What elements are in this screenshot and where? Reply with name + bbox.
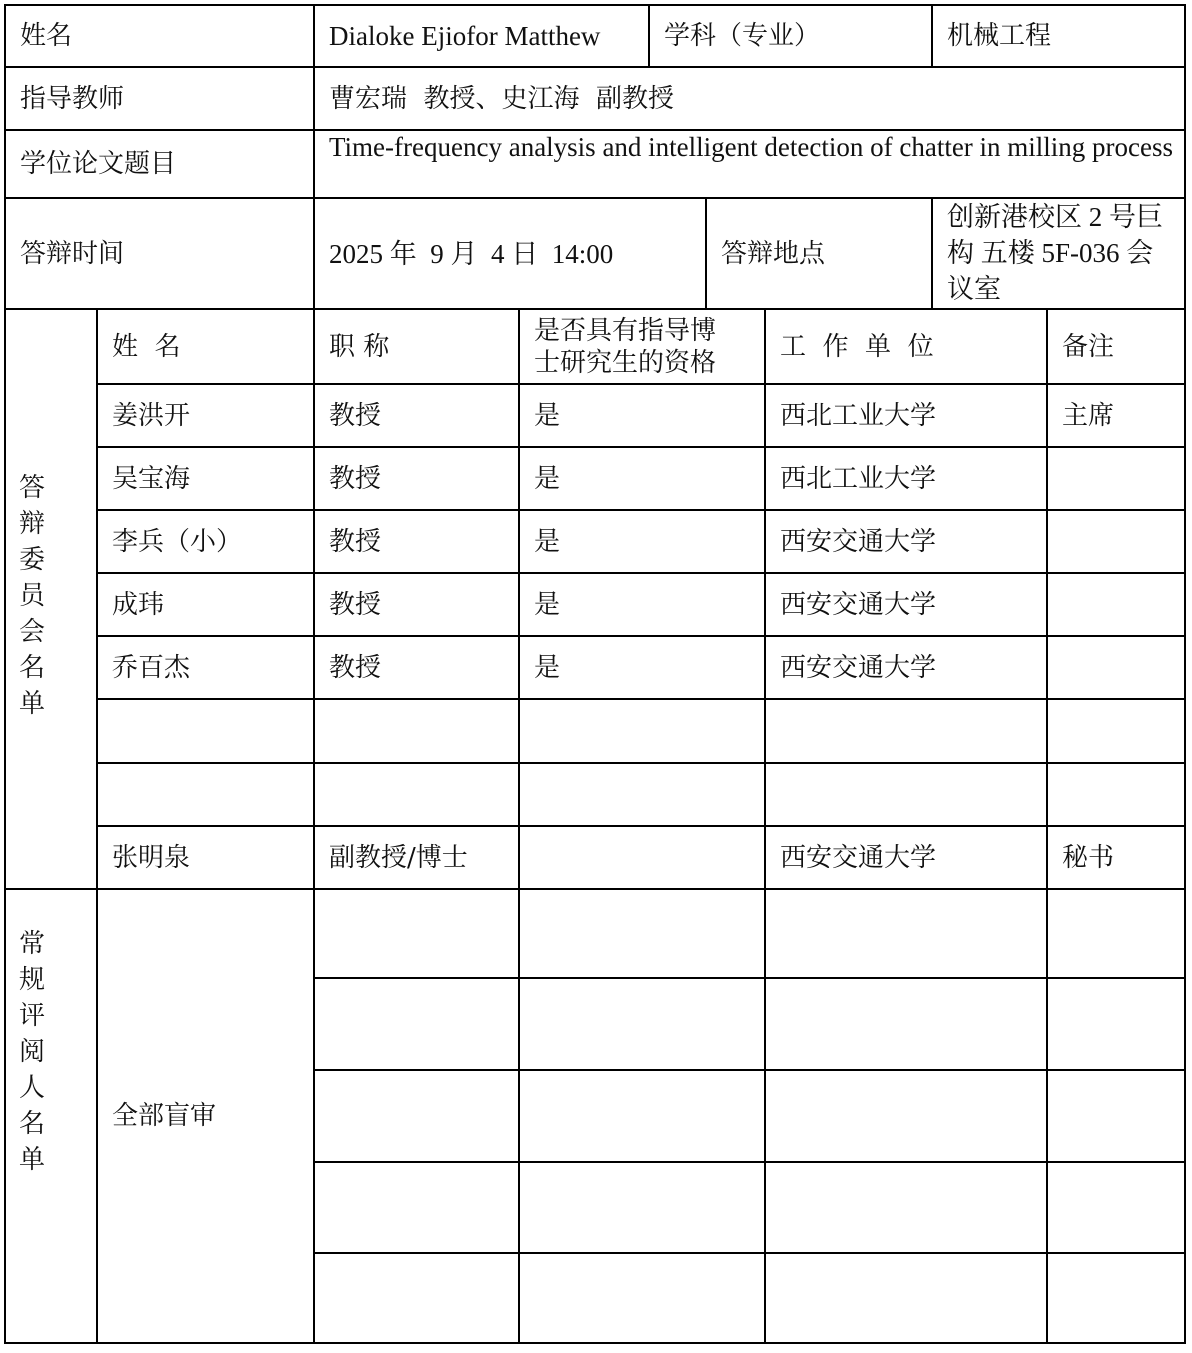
subject-label: 学科（专业） (664, 21, 821, 51)
reviewers-value: 全部盲审 (112, 1101, 217, 1131)
header-title: 职 称 (329, 331, 390, 362)
member-title: 教授 (329, 400, 382, 431)
thesis-label: 学位论文题目 (20, 149, 177, 179)
member-unit: 西安交通大学 (780, 526, 937, 557)
secretary-qualification (520, 827, 764, 888)
member-qualification: 是 (534, 652, 561, 683)
member-note: 主席 (1062, 400, 1115, 431)
secretary-note: 秘书 (1062, 842, 1115, 873)
defense-time-value: 2025 年 9 月 4 日 14:00 (329, 238, 614, 269)
header-qualification: 是否具有指导博士研究生的资格 (534, 315, 717, 378)
member-name: 吴宝海 (112, 463, 191, 494)
name-label: 姓名 (20, 21, 73, 51)
member-name: 李兵（小） (112, 526, 243, 557)
member-unit: 西北工业大学 (780, 400, 937, 431)
member-note (1048, 637, 1184, 698)
member-name: 姜洪开 (112, 400, 191, 431)
member-title: 教授 (329, 652, 382, 683)
secretary-name: 张明泉 (112, 842, 191, 873)
member-name: 乔百杰 (112, 652, 191, 683)
committee-side-label: 答辩委员会名单 (18, 473, 45, 719)
advisor-label: 指导教师 (20, 83, 125, 114)
member-unit: 西北工业大学 (780, 463, 937, 494)
member-name: 成玮 (112, 589, 165, 620)
member-title: 教授 (329, 463, 382, 494)
subject-value: 机械工程 (947, 21, 1052, 51)
member-unit: 西安交通大学 (780, 652, 937, 683)
secretary-title: 副教授/博士 (329, 842, 468, 873)
member-note (1048, 448, 1184, 509)
name-value: Dialoke Ejiofor Matthew (329, 21, 601, 51)
header-unit: 工 作 单 位 (780, 331, 934, 362)
secretary-unit: 西安交通大学 (780, 842, 937, 873)
defense-location-label: 答辩地点 (721, 238, 826, 269)
header-name: 姓 名 (112, 331, 181, 362)
member-unit: 西安交通大学 (780, 589, 937, 620)
member-title: 教授 (329, 589, 382, 620)
defense-location-value: 创新港校区 2 号巨构 五楼 5F-036 会议室 (947, 202, 1163, 304)
member-qualification: 是 (534, 589, 561, 620)
header-note: 备注 (1062, 331, 1115, 362)
member-qualification: 是 (534, 400, 561, 431)
member-title: 教授 (329, 526, 382, 557)
member-qualification: 是 (534, 463, 561, 494)
member-qualification: 是 (534, 526, 561, 557)
member-note (1048, 574, 1184, 635)
advisor-value: 曹宏瑞 教授、史江海 副教授 (329, 83, 675, 114)
reviewers-side-label: 常规评阅人名单 (18, 929, 45, 1175)
member-note (1048, 511, 1184, 572)
thesis-title: Time-frequency analysis and intelligent detection of chatter in milling process (329, 132, 1174, 162)
defense-time-label: 答辩时间 (20, 238, 125, 269)
